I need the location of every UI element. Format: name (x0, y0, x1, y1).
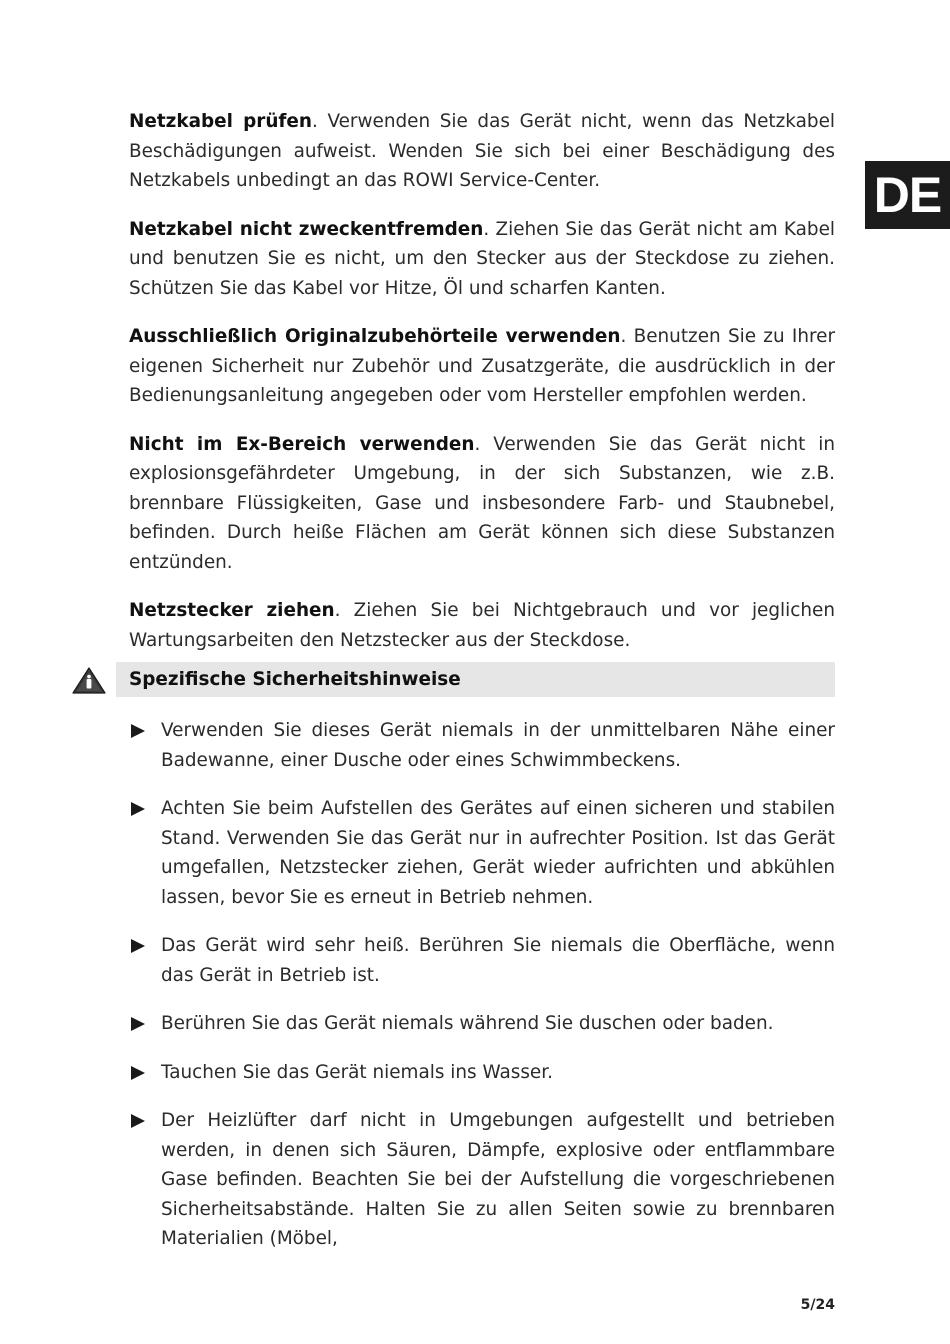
list-item (129, 1106, 835, 1254)
section-header (116, 662, 835, 697)
list-item-text: Tauchen Sie das Gerät niemals ins Wasser. (161, 1061, 553, 1083)
paragraph-heading: Netzkabel nicht zweckentfremden (129, 218, 484, 240)
list-item (129, 794, 835, 912)
paragraph (129, 215, 835, 304)
list-item (129, 716, 835, 775)
language-tab: DE (865, 161, 950, 229)
section-title: Spezifische Sicherheitshinweise (129, 669, 461, 690)
list-item-text: Achten Sie beim Aufstellen des Gerätes auf einen sicheren und stabilen Stand. Verwenden Sie das Gerät nur in aufrechter Position. Ist das Gerät umgefallen, Netzstecker ziehen, Gerät wieder aufrichten und abkühlen lassen, bevor Sie es erneut in Betrieb nehmen. (161, 798, 835, 908)
page-number: 5/24 (800, 1297, 835, 1313)
paragraph-text: . Verwenden Sie das Gerät nicht, wenn das Netzkabel Beschädigungen aufweist. Wenden Sie sich bei einer Beschädigung des Netzkabels unbedingt an das ROWI Service-Center. (129, 111, 835, 191)
paragraph (129, 430, 835, 578)
paragraph (129, 107, 835, 196)
paragraph-text: . Ziehen Sie bei Nichtgebrauch und vor jeglichen Wartungsarbeiten den Netzstecker aus der Steckdose. (129, 600, 836, 651)
warning-triangle-icon (72, 667, 106, 695)
paragraph-heading: Nicht im Ex-Bereich verwenden (129, 433, 475, 455)
bullet-arrow-icon (131, 802, 145, 816)
paragraph-heading: Ausschließlich Originalzubehörteile verwenden (129, 326, 621, 347)
paragraph-text: . Ziehen Sie das Gerät nicht am Kabel und benutzen Sie es nicht, um den Stecker aus der Steckdose zu ziehen. Schützen Sie das Kabel vor Hitze, Öl und scharfen Kanten. (129, 218, 835, 299)
paragraph-text: . Benutzen Sie zu Ihrer eigenen Sicherheit nur Zubehör und Zusatzgeräte, die ausdrücklich in der Bedienungsanleitung angegeben oder vom Hersteller empfohlen werden. (129, 326, 836, 406)
paragraph (129, 322, 835, 411)
bullet-arrow-icon (131, 1017, 145, 1031)
safety-paragraphs (129, 107, 835, 674)
bullet-arrow-icon (131, 1066, 145, 1080)
paragraph (129, 596, 835, 655)
bullet-arrow-icon (131, 1114, 145, 1128)
list-item-text: Das Gerät wird sehr heiß. Berühren Sie niemals die Oberfläche, wenn das Gerät in Betrieb ist. (161, 935, 835, 986)
paragraph-heading: Netzkabel prüfen (129, 111, 312, 132)
list-item (129, 931, 835, 990)
list-item-text: Der Heizlüfter darf nicht in Umgebungen aufgestellt und betrieben werden, in denen sich Säuren, Dämpfe, explosive oder entflammbare Gase befinden. Beachten Sie bei der Aufstellung die vorgeschriebenen Sicherheitsabstände. Halten Sie zu allen Seiten sowie zu brennbaren Materialien (Möbel, (161, 1110, 835, 1249)
list-item (129, 1009, 835, 1039)
safety-bullet-list (129, 716, 835, 1273)
list-item-text: Berühren Sie das Gerät niemals während Sie duschen oder baden. (161, 1013, 774, 1034)
bullet-arrow-icon (131, 939, 145, 953)
bullet-arrow-icon (131, 724, 145, 738)
list-item-text: Verwenden Sie dieses Gerät niemals in der unmittelbaren Nähe einer Badewanne, einer Dusche oder eines Schwimmbeckens. (161, 720, 835, 771)
list-item (129, 1058, 835, 1088)
paragraph-text: . Verwenden Sie das Gerät nicht in explosionsgefährdeter Umgebung, in der sich Substanzen, wie z.B. brennbare Flüssigkeiten, Gase und insbesondere Farb- und Staubnebel, befinden. Durch heiße Flächen am Gerät können sich diese Substanzen entzünden. (129, 433, 836, 573)
paragraph-heading: Netzstecker ziehen (129, 600, 335, 621)
